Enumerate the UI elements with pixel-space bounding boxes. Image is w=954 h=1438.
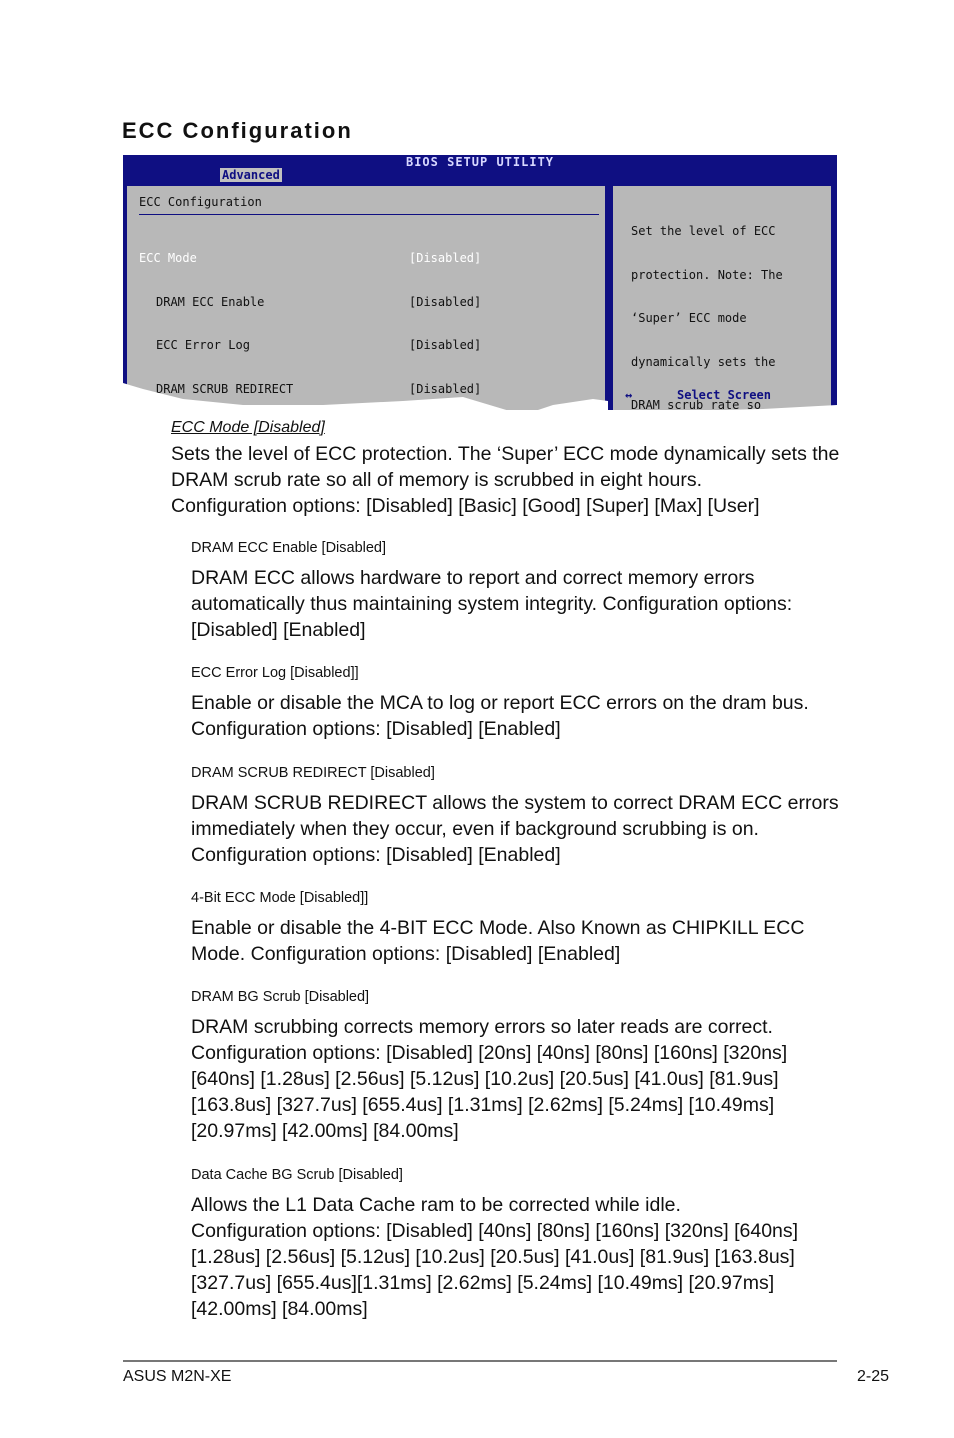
item-title: Data Cache BG Scrub [Disabled] [191,1167,403,1183]
bios-setting-dram-ecc-enable[interactable]: DRAM ECC Enable [Disabled] [156,294,482,309]
bios-panel-heading: ECC Configuration [139,195,262,209]
footer-divider [123,1360,837,1362]
left-right-arrow-icon: ↔ [625,388,633,402]
item-title: 4-Bit ECC Mode [Disabled]] [191,890,369,906]
bios-title: BIOS SETUP UTILITY [405,155,555,169]
item-description: Sets the level of ECC protection. The ‘Super’ ECC mode dynamically sets the DRAM scrub rate so all of memory is scrubbed in eight hours. Configuration options: [Disabled] [Basic] [Good] [Super] [Max] [User] [171,443,840,517]
bios-divider [139,214,599,215]
item-dram-ecc-enable [191,539,871,643]
item-description: Enable or disable the MCA to log or report ECC errors on the dram bus. Configuration options: [Disabled] [Enabled] [191,692,809,740]
bios-setting-dram-scrub-redirect[interactable]: DRAM SCRUB REDIRECT [Disabled] [156,381,482,396]
item-title: ECC Mode [Disabled] [171,419,325,436]
bios-setting-ecc-mode[interactable]: ECC Mode [Disabled] [139,251,482,265]
item-4bit-ecc-mode [191,889,871,967]
item-description: Allows the L1 Data Cache ram to be corrected while idle. Configuration options: [Disabled] [40ns] [80ns] [160ns] [320ns] [640ns] [1.28us] [2.56us] [5.12us] [10.2us] [20.5us] [41.0us] [81.9us] [163.8us] [327.7us] [655.4us][1.31ms] [2.62ms] [5.24ms] [10.49ms] [20.97ms] [42.00ms] [84.00ms] [191,1194,799,1320]
key-select-screen: ↔ Select Screen [625,388,771,402]
bios-screenshot [123,155,837,410]
item-title: ECC Error Log [Disabled]] [191,665,359,681]
item-data-cache-bg-scrub [191,1166,871,1322]
footer-product-name: ASUS M2N-XE [123,1368,232,1385]
footer-page-number: 2-25 [856,1368,889,1385]
item-title: DRAM SCRUB REDIRECT [Disabled] [191,765,435,781]
bios-help-text: Set the level of ECC protection. Note: The ‘Super’ ECC mode dynamically sets the DRAM scrub rate so [631,224,783,410]
bios-setting-ecc-error-log[interactable]: ECC Error Log [Disabled] [156,338,482,352]
item-dram-scrub-redirect [191,764,871,868]
item-title: DRAM BG Scrub [Disabled] [191,989,370,1005]
item-description: Enable or disable the 4-BIT ECC Mode. Also Known as CHIPKILL ECC Mode. Configuration options: [Disabled] [Enabled] [191,917,805,965]
item-description: DRAM ECC allows hardware to report and correct memory errors automatically thus maintaining system integrity. Configuration options: [Disabled] [Enabled] [191,567,793,641]
item-dram-bg-scrub [191,988,871,1144]
item-description: DRAM SCRUB REDIRECT allows the system to correct DRAM ECC errors immediately when they occur, even if background scrubbing is on. Configuration options: [Disabled] [Enabled] [191,792,839,866]
torn-edge [123,375,837,410]
item-ecc-error-log [191,664,871,742]
section-title: ECC Configuration [122,118,353,143]
item-ecc-mode [171,419,851,519]
bios-tab-advanced[interactable]: Advanced [222,168,280,182]
item-description: DRAM scrubbing corrects memory errors so later reads are correct. Configuration options: [Disabled] [20ns] [40ns] [80ns] [160ns] [320ns] [640ns] [1.28us] [2.56us] [5.12us] [10.2us] [20.5us] [41.0us] [81.9us] [163.8us] [327.7us] [655.4us] [1.31ms] [2.62ms] [5.24ms] [10.49ms] [20.97ms] [42.00ms] [84.00ms] [191,1016,788,1142]
item-title: DRAM ECC Enable [Disabled] [191,540,387,556]
